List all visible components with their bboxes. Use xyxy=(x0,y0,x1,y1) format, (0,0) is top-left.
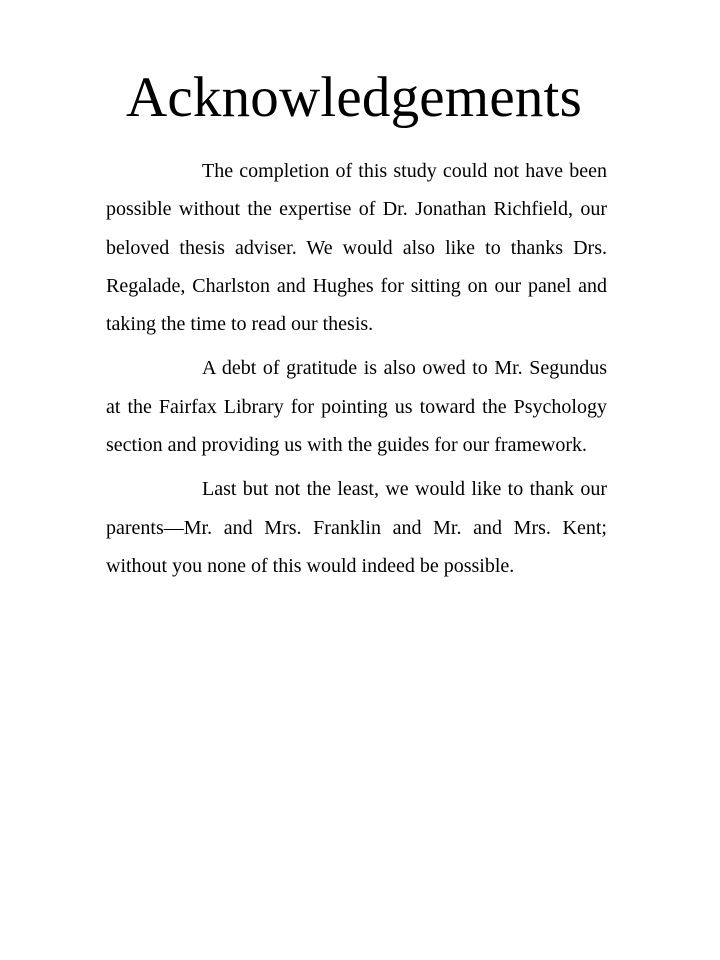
paragraph-adviser-panel: The completion of this study could not have been possible without the expertise of Dr. Jonathan Richfield, our beloved thesis adviser. We would also like to thanks Drs. Regalade, Charlston and Hughes for sitting on our panel and taking the time to read our thesis. xyxy=(106,160,607,336)
paragraph-library: A debt of gratitude is also owed to Mr. Segundus at the Fairfax Library for pointing us toward the Psychology section and providing us with the guides for our framework. xyxy=(106,357,607,457)
page-title: Acknowledgements xyxy=(126,66,582,129)
document-body xyxy=(106,152,607,591)
paragraph-parents: Last but not the least, we would like to thank our parents—Mr. and Mrs. Franklin and Mr. and Mrs. Kent; without you none of this would indeed be possible. xyxy=(106,478,607,577)
